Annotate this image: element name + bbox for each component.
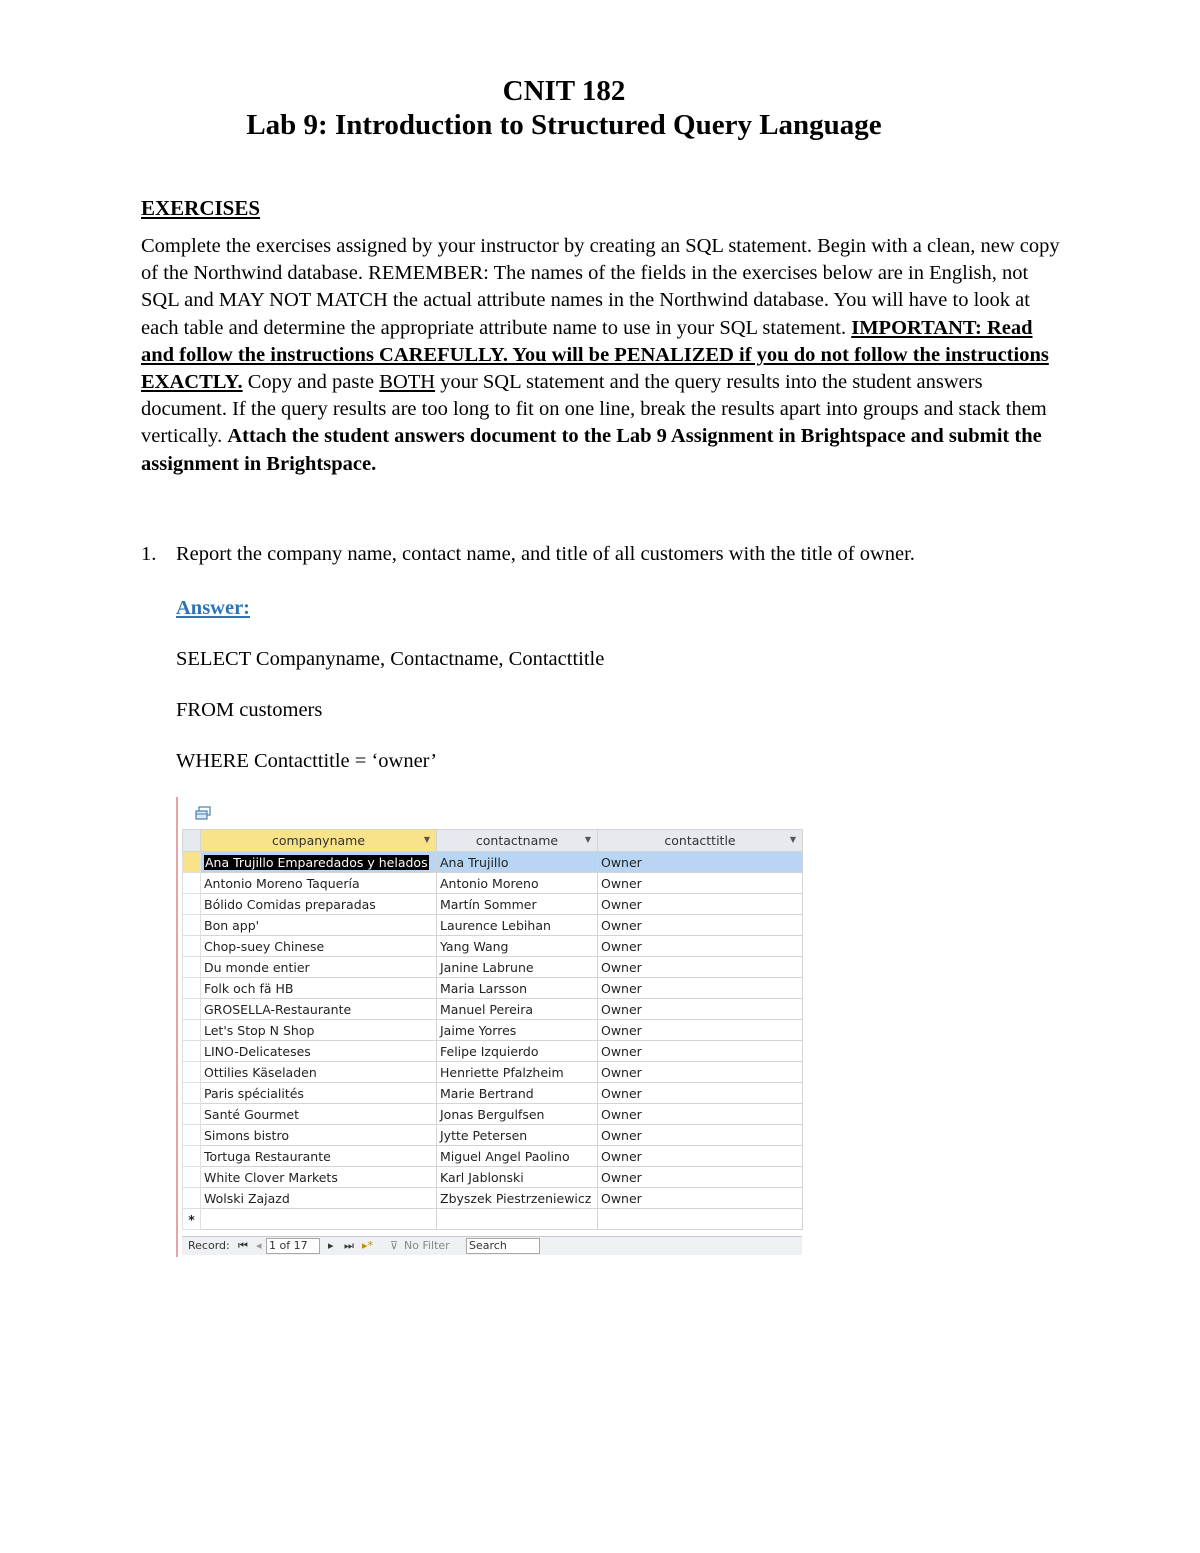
table-cell[interactable]	[598, 1062, 803, 1083]
row-selector[interactable]	[183, 852, 201, 873]
table-cell[interactable]	[598, 1083, 803, 1104]
table-cell[interactable]	[598, 1188, 803, 1209]
table-cell[interactable]	[201, 957, 437, 978]
cell-value: Owner	[601, 1190, 642, 1206]
table-cell[interactable]	[201, 1167, 437, 1188]
results-grid	[182, 829, 803, 1230]
cell-value: Owner	[601, 938, 642, 954]
table-cell[interactable]	[437, 1104, 598, 1125]
table-row[interactable]	[183, 1083, 803, 1104]
attach-instruction: Attach the student answers document to the Lab 9 Assignment in Brightspace and submit the assignment in Brightspace.	[141, 425, 1042, 475]
table-cell[interactable]	[598, 852, 803, 873]
sql-where-line: WHERE Contacttitle = ‘owner’	[176, 750, 438, 772]
course-title: CNIT 182	[502, 75, 626, 107]
row-selector[interactable]	[183, 915, 201, 936]
cell-value: Owner	[601, 1022, 642, 1038]
cell-value: Bólido Comidas preparadas	[204, 896, 376, 912]
both-emphasis: BOTH	[379, 371, 436, 394]
table-cell[interactable]	[598, 894, 803, 915]
cell-value: Yang Wang	[440, 938, 509, 954]
table-row[interactable]	[183, 1041, 803, 1062]
cell-value: Laurence Lebihan	[440, 917, 551, 933]
record-position-field[interactable]	[266, 1238, 320, 1254]
filter-status[interactable]: No Filter	[404, 1239, 450, 1252]
column-header-label: companyname	[271, 833, 366, 848]
cell-value: Owner	[601, 854, 642, 870]
table-row[interactable]	[183, 894, 803, 915]
cell-value: Du monde entier	[204, 959, 310, 975]
table-cell[interactable]	[598, 1104, 803, 1125]
header-row	[183, 830, 803, 852]
cell-value: LINO-Delicateses	[204, 1043, 311, 1059]
column-header-label: contactname	[475, 833, 559, 848]
table-cell[interactable]	[201, 1020, 437, 1041]
next-record-icon[interactable]: ▸	[328, 1239, 334, 1252]
table-row[interactable]	[183, 915, 803, 936]
column-header-label: contacttitle	[664, 833, 736, 848]
table-row[interactable]	[183, 1146, 803, 1167]
table-cell[interactable]	[437, 852, 598, 873]
cell-value: Owner	[601, 1148, 642, 1164]
table-row[interactable]	[183, 1104, 803, 1125]
table-cell[interactable]	[437, 1146, 598, 1167]
cell-value: Owner	[601, 896, 642, 912]
cell-value: Owner	[601, 959, 642, 975]
sql-from-line: FROM customers	[176, 699, 323, 721]
cell-value: Antonio Moreno	[440, 875, 539, 891]
record-navigation-bar	[182, 1236, 802, 1255]
column-header-contactname[interactable]	[437, 830, 598, 852]
row-selector[interactable]	[183, 936, 201, 957]
table-cell[interactable]	[598, 1020, 803, 1041]
table-row[interactable]	[183, 957, 803, 978]
cell-value: Paris spécialités	[204, 1085, 304, 1101]
cell-value: Ottilies Käseladen	[204, 1064, 317, 1080]
table-cell[interactable]	[437, 915, 598, 936]
table-cell[interactable]	[598, 978, 803, 999]
cell-value: Maria Larsson	[440, 980, 528, 996]
row-selector[interactable]	[183, 1125, 201, 1146]
cell-value: Antonio Moreno Taquería	[204, 875, 360, 891]
cell-value: Jytte Petersen	[440, 1127, 528, 1143]
table-cell[interactable]	[201, 978, 437, 999]
cell-value: Owner	[601, 1001, 642, 1017]
table-cell[interactable]	[598, 873, 803, 894]
question-number: 1.	[141, 543, 157, 565]
cell-value: Manuel Pereira	[440, 1001, 534, 1017]
cell-value: Let's Stop N Shop	[204, 1022, 315, 1038]
table-cell[interactable]	[437, 1062, 598, 1083]
results-grid-body	[183, 852, 803, 1230]
filter-icon[interactable]: ⊽	[390, 1239, 399, 1252]
table-cell[interactable]	[201, 852, 437, 873]
cell-value: Henriette Pfalzheim	[440, 1064, 564, 1080]
cell-value: Chop-suey Chinese	[204, 938, 325, 954]
row-selector[interactable]	[183, 1083, 201, 1104]
section-heading: EXERCISES	[141, 196, 261, 220]
column-header-contacttitle[interactable]	[598, 830, 803, 852]
table-cell[interactable]	[201, 894, 437, 915]
select-all-corner[interactable]	[183, 830, 201, 852]
table-cell[interactable]	[437, 1188, 598, 1209]
table-row[interactable]	[183, 999, 803, 1020]
table-cell[interactable]	[201, 936, 437, 957]
cell-value: GROSELLA-Restaurante	[204, 1001, 352, 1017]
sql-select-line: SELECT Companyname, Contactname, Contacttitle	[176, 648, 605, 670]
table-row[interactable]	[183, 1062, 803, 1083]
table-cell[interactable]	[437, 1020, 598, 1041]
cell-value: Tortuga Restaurante	[204, 1148, 331, 1164]
table-cell[interactable]	[598, 1167, 803, 1188]
search-field[interactable]	[466, 1238, 540, 1254]
dropdown-arrow-icon[interactable]: ▼	[584, 835, 591, 844]
cell-value: Simons bistro	[204, 1127, 289, 1143]
cell-value: Zbyszek Piestrzeniewicz	[440, 1190, 592, 1206]
table-cell[interactable]	[437, 1125, 598, 1146]
first-record-icon[interactable]: ⏮	[238, 1239, 248, 1252]
row-selector[interactable]	[183, 1041, 201, 1062]
table-cell[interactable]	[437, 873, 598, 894]
cell-value: Martín Sommer	[440, 896, 537, 912]
table-cell[interactable]	[598, 915, 803, 936]
cell-value: White Clover Markets	[204, 1169, 338, 1185]
table-row[interactable]	[183, 936, 803, 957]
table-cell[interactable]	[598, 1041, 803, 1062]
cell-value: Owner	[601, 1127, 642, 1143]
query-results-datasheet	[176, 797, 806, 1257]
search-placeholder: Search	[469, 1239, 507, 1252]
row-selector[interactable]	[183, 999, 201, 1020]
dropdown-arrow-icon[interactable]: ▼	[789, 835, 796, 844]
table-row[interactable]	[183, 1167, 803, 1188]
row-selector[interactable]	[183, 1167, 201, 1188]
table-cell[interactable]	[201, 1062, 437, 1083]
cell-value: Jonas Bergulfsen	[440, 1106, 545, 1122]
table-cell[interactable]	[437, 1083, 598, 1104]
query-datasheet-icon	[195, 806, 211, 820]
cell-value: Ana Trujillo Emparedados y helados	[205, 854, 428, 870]
datasheet-toolbar	[178, 797, 806, 829]
instructions-paragraph	[141, 233, 1061, 478]
table-cell[interactable]	[201, 1041, 437, 1062]
table-row[interactable]	[183, 978, 803, 999]
table-row[interactable]	[183, 873, 803, 894]
cell-value: Ana Trujillo	[440, 854, 509, 870]
empty-cell[interactable]	[598, 1209, 803, 1230]
table-cell[interactable]	[437, 999, 598, 1020]
cell-value: Owner	[601, 917, 642, 933]
table-cell[interactable]	[201, 1188, 437, 1209]
row-selector[interactable]	[183, 873, 201, 894]
row-selector[interactable]	[183, 978, 201, 999]
cell-value: Felipe Izquierdo	[440, 1043, 539, 1059]
cell-value: Marie Bertrand	[440, 1085, 534, 1101]
row-selector[interactable]	[183, 1020, 201, 1041]
previous-record-icon[interactable]: ◂	[256, 1239, 262, 1252]
table-cell[interactable]	[598, 1125, 803, 1146]
table-cell[interactable]	[201, 915, 437, 936]
cell-value: Owner	[601, 1085, 642, 1101]
row-selector[interactable]	[183, 957, 201, 978]
row-selector[interactable]	[183, 894, 201, 915]
table-cell[interactable]	[437, 1041, 598, 1062]
table-cell[interactable]	[201, 1104, 437, 1125]
cell-value: Janine Labrune	[440, 959, 534, 975]
new-record-icon[interactable]: ▸*	[362, 1239, 374, 1252]
row-selector[interactable]	[183, 1188, 201, 1209]
question-text: Report the company name, contact name, and title of all customers with the title of owner.	[176, 543, 915, 565]
cell-value: Owner	[601, 1169, 642, 1185]
last-record-icon[interactable]: ⏭	[344, 1239, 354, 1252]
cell-value: Owner	[601, 1064, 642, 1080]
table-row[interactable]	[183, 1125, 803, 1146]
lab-title: Lab 9: Introduction to Structured Query Language	[246, 109, 882, 141]
intro-text-1: Complete the exercises assigned by your instructor by creating an SQL statement. Begin with a clean, new copy of the Northwind database. REMEMBER: The names of the fields in the exercises below are in English, not SQL and MAY NOT MATCH the actual attribute names in the Northwind database. You will have to look at each table and determine the appropriate attribute name to use in your SQL statement.	[141, 235, 1060, 339]
table-row[interactable]	[183, 1188, 803, 1209]
table-cell[interactable]	[598, 1146, 803, 1167]
row-selector[interactable]	[183, 1104, 201, 1125]
cell-value: Bon app'	[204, 917, 260, 933]
answer-label: Answer:	[176, 597, 251, 619]
cell-value: Folk och fä HB	[204, 980, 294, 996]
cell-value: Owner	[601, 875, 642, 891]
cell-value: Santé Gourmet	[204, 1106, 300, 1122]
table-cell[interactable]	[598, 957, 803, 978]
cell-value: Wolski Zajazd	[204, 1190, 290, 1206]
table-row[interactable]	[183, 1020, 803, 1041]
empty-cell[interactable]	[437, 1209, 598, 1230]
intro-text-3: your SQL statement and the query results into the student answers document. If the query results are too long to fit on one line, break the results apart into groups and stack them vertically.	[141, 371, 1047, 448]
cell-value: Owner	[601, 1106, 642, 1122]
empty-cell[interactable]	[201, 1209, 437, 1230]
cell-value: Jaime Yorres	[440, 1022, 517, 1038]
table-cell[interactable]	[598, 999, 803, 1020]
column-header-companyname[interactable]	[201, 830, 437, 852]
table-cell[interactable]	[201, 999, 437, 1020]
new-record-row[interactable]	[183, 1209, 803, 1230]
dropdown-arrow-icon[interactable]: ▼	[423, 835, 430, 844]
intro-text-2: Copy and paste	[242, 371, 380, 394]
table-cell[interactable]	[201, 1083, 437, 1104]
table-row[interactable]	[183, 852, 803, 873]
table-cell[interactable]	[201, 1146, 437, 1167]
table-cell[interactable]	[437, 1167, 598, 1188]
table-cell[interactable]	[437, 957, 598, 978]
record-position: 1 of 17	[269, 1239, 308, 1252]
row-selector[interactable]	[183, 1146, 201, 1167]
table-cell[interactable]	[201, 873, 437, 894]
table-cell[interactable]	[437, 978, 598, 999]
table-cell[interactable]	[437, 894, 598, 915]
table-cell[interactable]	[598, 936, 803, 957]
important-notice: IMPORTANT: Read and follow the instructions CAREFULLY. You will be PENALIZED if you do not follow the instructions EXACTLY.	[141, 316, 1049, 394]
cell-value: Owner	[601, 1043, 642, 1059]
row-selector[interactable]	[183, 1062, 201, 1083]
cell-value: Miguel Angel Paolino	[440, 1148, 570, 1164]
cell-value: Owner	[601, 980, 642, 996]
table-cell[interactable]	[201, 1125, 437, 1146]
table-cell[interactable]	[437, 936, 598, 957]
new-row-marker[interactable]: *	[183, 1209, 201, 1230]
cell-value: Karl Jablonski	[440, 1169, 524, 1185]
record-label: Record:	[188, 1239, 230, 1252]
